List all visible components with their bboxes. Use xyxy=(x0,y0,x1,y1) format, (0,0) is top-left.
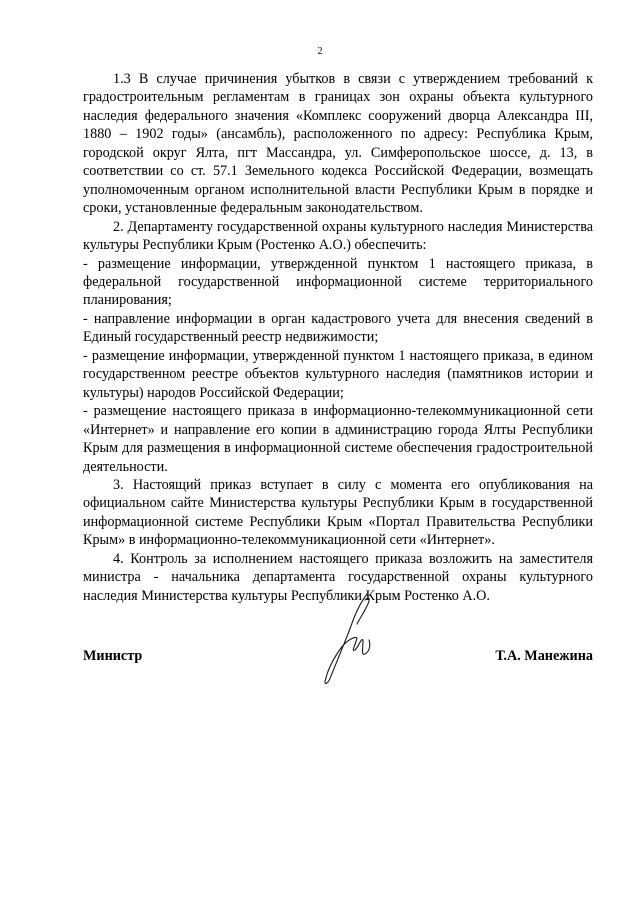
paragraph-2: 2. Департаменту государственной охраны культурного наследия Министерства культуры Республики Крым (Ростенко А.О.) обеспечить: xyxy=(83,218,593,254)
signature-block xyxy=(83,590,593,690)
signer-title: Министр xyxy=(83,648,143,664)
paragraph-4: 4. Контроль за исполнением настоящего приказа возложить на заместителя министра - начальника департамента государственной охраны культурного наследия Министерства культуры Республики Крым Ростенко А.О. xyxy=(83,550,593,604)
handwritten-signature xyxy=(321,590,391,690)
list-item-2-c: - размещение информации, утвержденной пунктом 1 настоящего приказа, в едином государственном реестре объектов культурного наследия (памятников истории и культуры) народов Российской Федерации; xyxy=(83,347,593,401)
paragraph-3: 3. Настоящий приказ вступает в силу с момента его опубликования на официальном сайте Министерства культуры Республики Крым в государственной информационной системе Республики Крым «Портал Правительства Республики Крым» в информационно-телекоммуникационной сети «Интернет». xyxy=(83,476,593,549)
page-number: 2 xyxy=(317,46,323,57)
list-item-2-a: - размещение информации, утвержденной пунктом 1 настоящего приказа, в федеральной государственной информационной системе территориального планирования; xyxy=(83,255,593,309)
list-item-2-b: - направление информации в орган кадастрового учета для внесения сведений в Единый государственный реестр недвижимости; xyxy=(83,310,593,346)
signer-name: Т.А. Манежина xyxy=(495,648,593,664)
list-item-2-d: - размещение настоящего приказа в информационно-телекоммуникационной сети «Интернет» и направление его копии в администрацию города Ялты Республики Крым для размещения в информационной системе обеспечения градостроительной деятельности. xyxy=(83,403,593,475)
document-body xyxy=(83,70,593,605)
paragraph-1-3: 1.3 В случае причинения убытков в связи с утверждением требований к градостроительным регламентам в границах зон охраны объекта культурного наследия федерального значения «Комплекс сооружений дворца Александра III, 1880 – 1902 годы» (ансамбль), расположенного по адресу: Республика Крым, городской округ Ялта, пгт Массандра, ул. Симферопольское шоссе, д. 13, в соответствии со ст. 57.1 Земельного кодекса Российской Федерации, возмещать уполномоченным органом исполнительной власти Республики Крым в порядке и сроки, установленные федеральным законодательством. xyxy=(83,71,593,217)
